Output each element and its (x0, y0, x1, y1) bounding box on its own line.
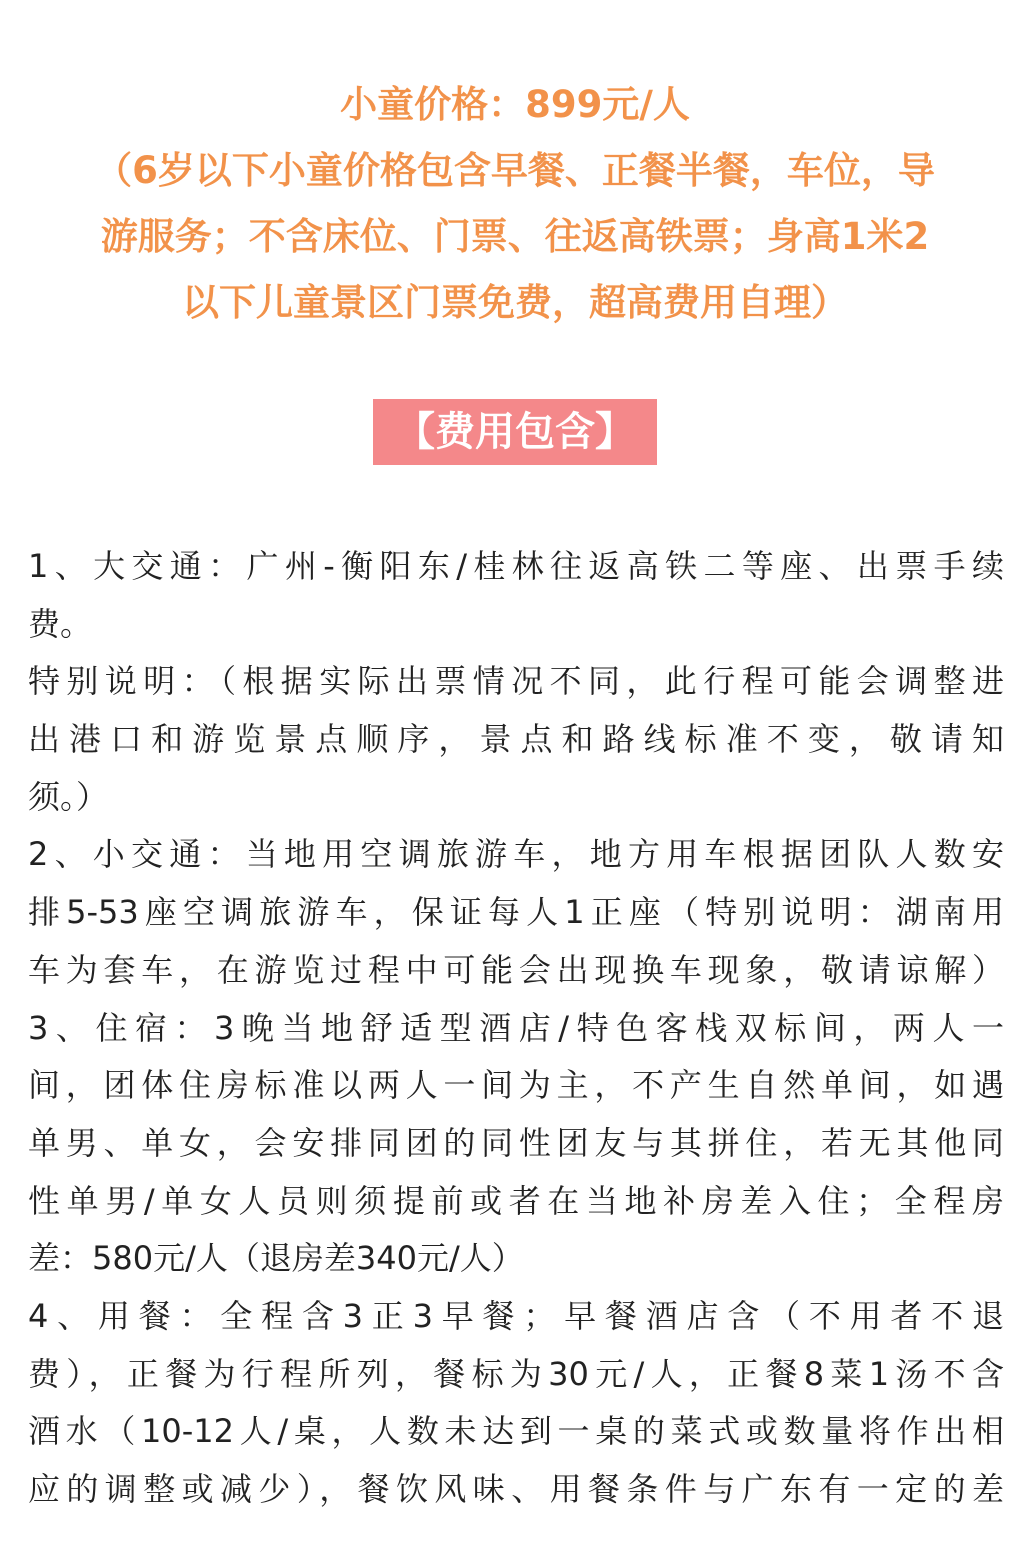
content-line: 2、小交通：当地用空调旅游车，地方用车根据团队人数安 (28, 835, 1004, 874)
child-price-note-line: （6岁以下小童价格包含早餐、正餐半餐，车位，导 (95, 149, 935, 192)
child-price-note-line: 以下儿童景区门票免费，超高费用自理） (182, 281, 848, 324)
content-line: 特别说明：（根据实际出票情况不同，此行程可能会调整进 (28, 662, 1004, 701)
content-line: 须。） (28, 777, 109, 816)
content-line: 出港口和游览景点顺序，景点和路线标准不变，敬请知 (28, 720, 1004, 759)
content-line: 费。 (28, 604, 93, 643)
content-line: 费），正餐为行程所列，餐标为30元/人，正餐8菜1汤不含 (28, 1354, 1004, 1393)
content-line: 3、住宿：3晚当地舒适型酒店/特色客栈双标间，两人一 (28, 1008, 1004, 1047)
child-price-block (30, 72, 1000, 336)
content-line: 1、大交通：广州-衡阳东/桂林往返高铁二等座、出票手续 (28, 547, 1004, 585)
content-line: 酒水（10-12人/桌，人数未达到一桌的菜式或数量将作出相 (28, 1412, 1004, 1451)
content-line: 间，团体住房标准以两人一间为主，不产生自然单间，如遇 (28, 1066, 1004, 1105)
child-price-title: 小童价格：899元/人 (340, 83, 690, 126)
content-line: 4、用餐：全程含3正3早餐；早餐酒店含（不用者不退 (28, 1296, 1004, 1335)
content-line: 应的调整或减少），餐饮风味、用餐条件与广东有一定的差 (28, 1470, 1004, 1508)
content-line: 排5-53座空调旅游车，保证每人1正座（特别说明：湖南用 (28, 893, 1004, 932)
content-line: 车为套车，在游览过程中可能会出现换车现象，敬请谅解） (28, 950, 1004, 989)
fee-included-content (28, 538, 1004, 1519)
fee-included-heading: 【费用包含】 (373, 399, 657, 465)
child-price-note-line: 游服务；不含床位、门票、往返高铁票；身高1米2 (100, 215, 930, 258)
content-line: 性单男/单女人员则须提前或者在当地补房差入住；全程房 (28, 1181, 1004, 1220)
content-line: 单男、单女，会安排同团的同性团友与其拼住，若无其他同 (28, 1123, 1004, 1162)
content-line: 差：580元/人（退房差340元/人） (28, 1239, 524, 1278)
